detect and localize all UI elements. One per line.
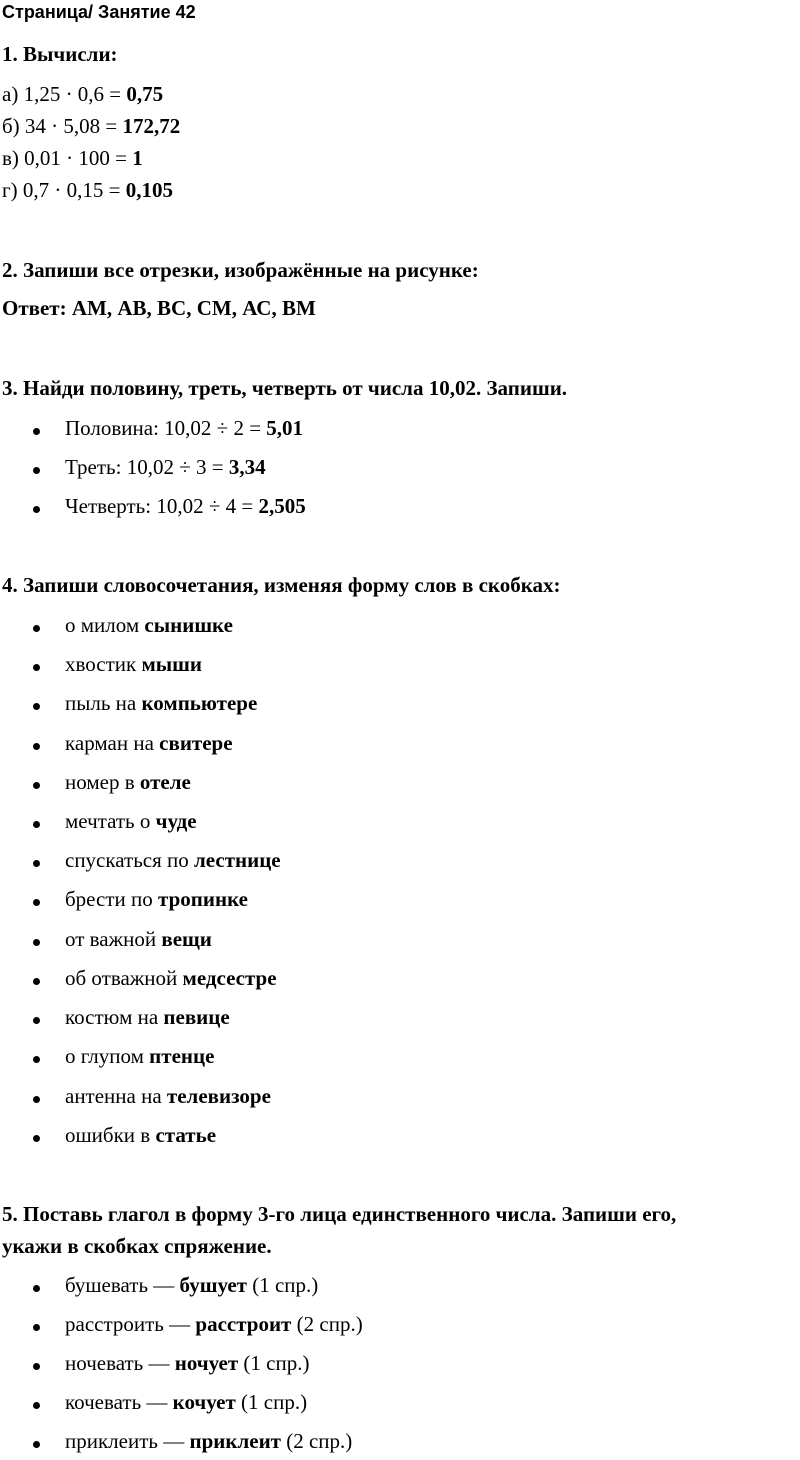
phrase-text: брести по [65,887,159,911]
answer: сынишке [144,613,233,637]
bullet-icon [33,1135,40,1142]
expression: а) 1,25 · 0,6 = [2,82,127,106]
answer: 2,505 [258,494,306,518]
bullet-icon [33,1363,40,1370]
expression: б) 34 · 5,08 = [2,114,123,138]
conjugation: (2 спр.) [280,1429,353,1453]
bullet-icon [33,664,40,671]
answer: компьютере [141,691,258,715]
answer: 0,105 [125,178,173,202]
page-header: Страница/ Занятие 42 [2,2,196,22]
bullet-icon [33,1441,40,1448]
bullet-icon [33,428,40,435]
expression: Четверть: 10,02 ÷ 4 = [65,494,259,518]
phrase-text: номер в [65,770,140,794]
expression: Половина: 10,02 ÷ 2 = [65,416,267,440]
expression: Треть: 10,02 ÷ 3 = [65,455,229,479]
answer: чуде [155,809,197,833]
bullet-icon [33,1285,40,1292]
task-1-item [2,114,180,139]
verb-infinitive: ночевать — [65,1351,175,1375]
task-3-title: 3. Найди половину, треть, четверть от числа 10,02. Запиши. [2,376,568,400]
bullet-icon [33,1056,40,1063]
bullet-icon [33,782,40,789]
phrase-text: карман на [65,731,160,755]
answer: лестнице [194,848,281,872]
answer: медсестре [182,966,277,990]
conjugation: (1 спр.) [235,1390,308,1414]
task-2-answer: Ответ: АМ, АВ, ВС, СМ, АС, ВМ [2,296,316,320]
expression: г) 0,7 · 0,15 = [2,178,126,202]
task-1-item [2,178,173,203]
answer: 0,75 [126,82,164,106]
answer: вещи [161,927,212,951]
phrase-text: о милом [65,613,145,637]
answer: птенце [149,1044,215,1068]
phrase-text: мечтать о [65,809,156,833]
answer: 1 [132,146,143,170]
bullet-icon [33,1017,40,1024]
bullet-icon [33,899,40,906]
answer: телевизоре [166,1084,271,1108]
task-1-item [2,82,163,107]
answer: бушует [179,1273,247,1297]
phrase-text: хвостик [65,652,142,676]
verb-infinitive: бушевать — [65,1273,180,1297]
phrase-text: о глупом [65,1044,150,1068]
expression: в) 0,01 · 100 = [2,146,133,170]
answer: приклеит [189,1429,281,1453]
bullet-icon [33,1324,40,1331]
phrase-text: пыль на [65,691,142,715]
bullet-icon [33,821,40,828]
task-1-title: 1. Вычисли: [2,42,118,66]
verb-infinitive: приклеить — [65,1429,190,1453]
bullet-icon [33,506,40,513]
task-4-title: 4. Запиши словосочетания, изменяя форму слов в скобках: [2,573,561,597]
verb-infinitive: кочевать — [65,1390,173,1414]
phrase-text: от важной [65,927,162,951]
phrase-text: об отважной [65,966,183,990]
bullet-icon [33,703,40,710]
answer: свитере [159,731,233,755]
bullet-icon [33,743,40,750]
conjugation: (2 спр.) [291,1312,363,1336]
answer: 5,01 [266,416,304,440]
conjugation: (1 спр.) [238,1351,310,1375]
bullet-icon [33,625,40,632]
task-5-title: 5. Поставь глагол в форму 3-го лица единственного числа. Запиши его, [2,1202,677,1226]
answer: мыши [141,652,203,676]
phrase-text: спускаться по [65,848,195,872]
answer: ночует [174,1351,239,1375]
answer: статье [155,1123,217,1147]
answer: кочует [172,1390,236,1414]
bullet-icon [33,467,40,474]
answer: тропинке [158,887,248,911]
bullet-icon [33,978,40,985]
task-5-title-cont: укажи в скобках спряжение. [2,1234,272,1258]
answer: отеле [139,770,191,794]
conjugation: (1 спр.) [246,1273,319,1297]
answer: 3,34 [228,455,266,479]
task-2-title: 2. Запиши все отрезки, изображённые на рисунке: [2,258,479,282]
bullet-icon [33,1402,40,1409]
answer: расстроит [195,1312,292,1336]
answer: певице [163,1005,230,1029]
phrase-text: костюм на [65,1005,164,1029]
phrase-text: антенна на [65,1084,167,1108]
bullet-icon [33,939,40,946]
answer: 172,72 [122,114,181,138]
bullet-icon [33,860,40,867]
bullet-icon [33,1096,40,1103]
verb-infinitive: расстроить — [65,1312,196,1336]
phrase-text: ошибки в [65,1123,156,1147]
task-1-item [2,146,143,171]
